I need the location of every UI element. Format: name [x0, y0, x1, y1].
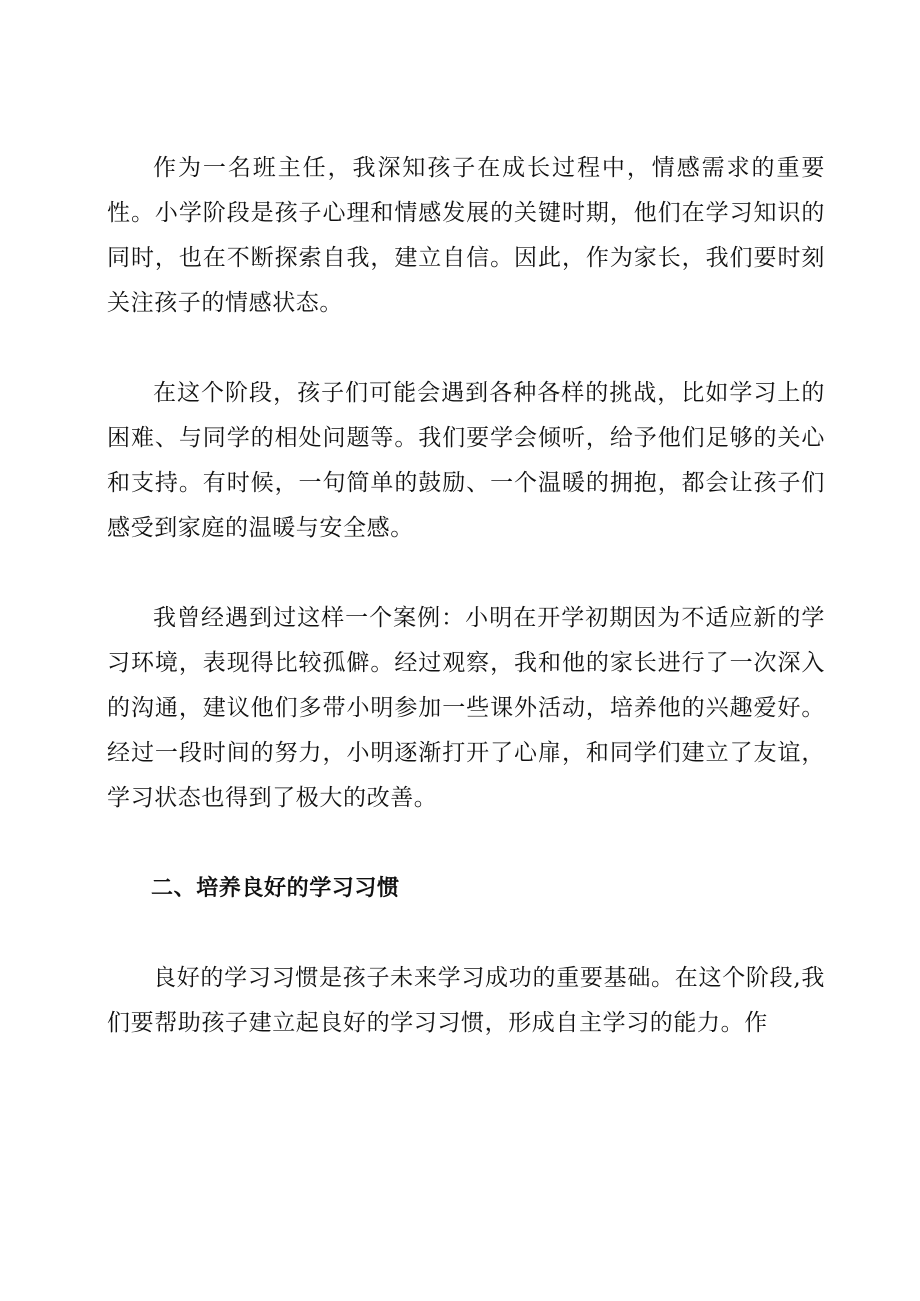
paragraph-emotional-needs: 作为一名班主任，我深知孩子在成长过程中，情感需求的重要性。小学阶段是孩子心理和情感发展的关键时期，他们在学习知识的同时，也在不断探索自我，建立自信。因此，作为家长，我们要时刻关注孩子的情感状态。 [107, 155, 825, 316]
section-heading: 二、培养良好的学习习惯 [151, 876, 400, 901]
paragraph-study-habits: 良好的学习习惯是孩子未来学习成功的重要基础。在这个阶段,我们要帮助孩子建立起良好的学习习惯，形成自主学习的能力。作 [107, 965, 825, 1036]
paragraph-case-example: 我曾经遇到过这样一个案例：小明在开学初期因为不适应新的学习环境，表现得比较孤僻。经过观察，我和他的家长进行了一次深入的沟通，建议他们多带小明参加一些课外活动，培养他的兴趣爱好。经过一段时间的努力，小明逐渐打开了心扉，和同学们建立了友谊，学习状态也得到了极大的改善。 [107, 605, 825, 811]
paragraph-challenges: 在这个阶段，孩子们可能会遇到各种各样的挑战，比如学习上的困难、与同学的相处问题等。我们要学会倾听，给予他们足够的关心和支持。有时候，一句简单的鼓励、一个温暖的拥抱，都会让孩子们感受到家庭的温暖与安全感。 [107, 380, 825, 541]
document-body [107, 146, 825, 1046]
